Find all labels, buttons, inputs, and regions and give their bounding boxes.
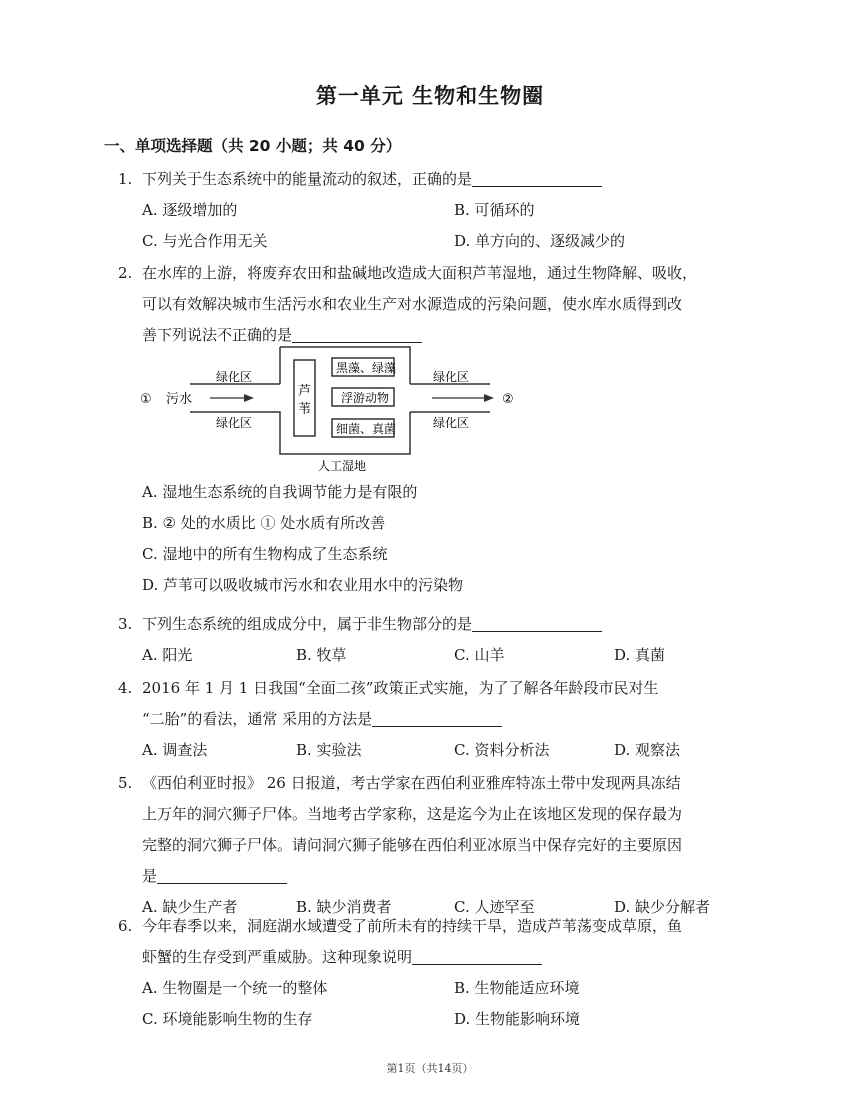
answer-blank	[472, 613, 602, 632]
option-b[interactable]: B. ② 处的水质比 ① 处水质有所改善	[142, 514, 386, 532]
bacteria-box-label: 细菌、真菌	[336, 422, 397, 436]
question-stem: 今年春季以来，洞庭湖水域遭受了前所未有的持续干旱，造成芦苇荡变成草原，鱼	[142, 917, 683, 935]
greenbelt-label: 绿化区	[433, 370, 470, 384]
option-a[interactable]: A. 生物圈是一个统一的整体	[142, 979, 328, 997]
question-stem: 可以有效解决城市生活污水和农业生产对水源造成的污染问题，使水库水质得到改	[142, 295, 683, 313]
circle-2-label: ②	[502, 392, 514, 407]
reed-label: 苇	[298, 402, 312, 417]
option-d[interactable]: D. 观察法	[614, 741, 681, 759]
question-stem: 在水库的上游，将废弃农田和盐碱地改造成大面积芦苇湿地，通过生物降解、吸收，	[142, 264, 698, 282]
question-1	[118, 164, 770, 257]
question-stem: 《西伯利亚时报》 26 日报道，考古学家在西伯利亚雅库特冻土带中发现两具冻结	[142, 774, 681, 792]
reed-label: 芦	[298, 384, 312, 399]
option-c[interactable]: C. 环境能影响生物的生存	[142, 1010, 313, 1028]
circle-1-label: ①	[140, 392, 152, 407]
question-number: 1.	[118, 170, 133, 188]
page-title: 第一单元 生物和生物圈	[315, 84, 545, 108]
algae-box-label: 黑藻、绿藻	[336, 361, 397, 375]
greenbelt-label: 绿化区	[216, 370, 253, 384]
question-stem: 善下列说法不正确的是	[142, 326, 293, 344]
option-c[interactable]: C. 人迹罕至	[454, 898, 535, 916]
option-b[interactable]: B. 可循环的	[454, 201, 535, 219]
question-stem: 完整的洞穴狮子尸体。请问洞穴狮子能够在西伯利亚冰原当中保存完好的主要原因	[142, 836, 683, 854]
option-d[interactable]: D. 芦苇可以吸收城市污水和农业用水中的污染物	[142, 576, 464, 594]
greenbelt-label: 绿化区	[433, 416, 470, 430]
answer-blank	[372, 708, 502, 727]
question-number: 3.	[118, 615, 133, 633]
question-stem: 下列关于生态系统中的能量流动的叙述，正确的是	[142, 170, 473, 188]
question-number: 2.	[118, 264, 133, 282]
question-2-options	[118, 477, 770, 601]
option-d[interactable]: D. 真菌	[614, 646, 666, 664]
wetland-diagram	[130, 344, 550, 474]
answer-blank	[412, 946, 542, 965]
question-stem: 下列生态系统的组成成分中，属于非生物部分的是	[142, 615, 473, 633]
option-d[interactable]: D. 单方向的、逐级减少的	[454, 232, 626, 250]
section-heading: 一、单项选择题（共 20 小题；共 40 分）	[104, 137, 402, 155]
question-stem: 是	[142, 867, 158, 885]
option-b[interactable]: B. 缺少消费者	[296, 898, 392, 916]
option-b[interactable]: B. 牧草	[296, 646, 347, 664]
question-stem: “二胎”的看法，通常 采用的方法是	[142, 710, 373, 728]
option-c[interactable]: C. 山羊	[454, 646, 505, 664]
option-a[interactable]: A. 调查法	[142, 741, 208, 759]
question-stem: 2016 年 1 月 1 日我国“全面二孩”政策正式实施，为了了解各年龄段市民对生	[142, 679, 659, 697]
option-a[interactable]: A. 缺少生产者	[142, 898, 238, 916]
question-5	[118, 768, 770, 923]
option-d[interactable]: D. 缺少分解者	[614, 898, 711, 916]
question-4	[118, 673, 770, 766]
option-d[interactable]: D. 生物能影响环境	[454, 1010, 581, 1028]
option-b[interactable]: B. 生物能适应环境	[454, 979, 580, 997]
question-number: 4.	[118, 679, 133, 697]
diagram-caption: 人工湿地	[318, 459, 367, 473]
option-c[interactable]: C. 与光合作用无关	[142, 232, 268, 250]
answer-blank	[292, 324, 422, 343]
option-c[interactable]: C. 资料分析法	[454, 741, 550, 759]
page-footer: 第1页（共14页）	[386, 1062, 474, 1075]
question-stem: 上万年的洞穴狮子尸体。当地考古学家称，这是迄今为止在该地区发现的保存最为	[142, 805, 683, 823]
option-b[interactable]: B. 实验法	[296, 741, 362, 759]
greenbelt-label: 绿化区	[216, 416, 253, 430]
zooplankton-box-label: 浮游动物	[341, 391, 390, 405]
option-a[interactable]: A. 阳光	[142, 646, 193, 664]
option-a[interactable]: A. 湿地生态系统的自我调节能力是有限的	[142, 483, 418, 501]
answer-blank	[472, 168, 602, 187]
wastewater-label: 污水	[166, 392, 193, 407]
question-stem: 虾蟹的生存受到严重威胁。这种现象说明	[142, 948, 413, 966]
option-a[interactable]: A. 逐级增加的	[142, 201, 238, 219]
question-3	[118, 609, 770, 671]
question-number: 5.	[118, 774, 133, 792]
question-number: 6.	[118, 917, 133, 935]
question-2	[118, 258, 770, 351]
question-6	[118, 911, 770, 1035]
option-c[interactable]: C. 湿地中的所有生物构成了生态系统	[142, 545, 388, 563]
answer-blank	[157, 865, 287, 884]
